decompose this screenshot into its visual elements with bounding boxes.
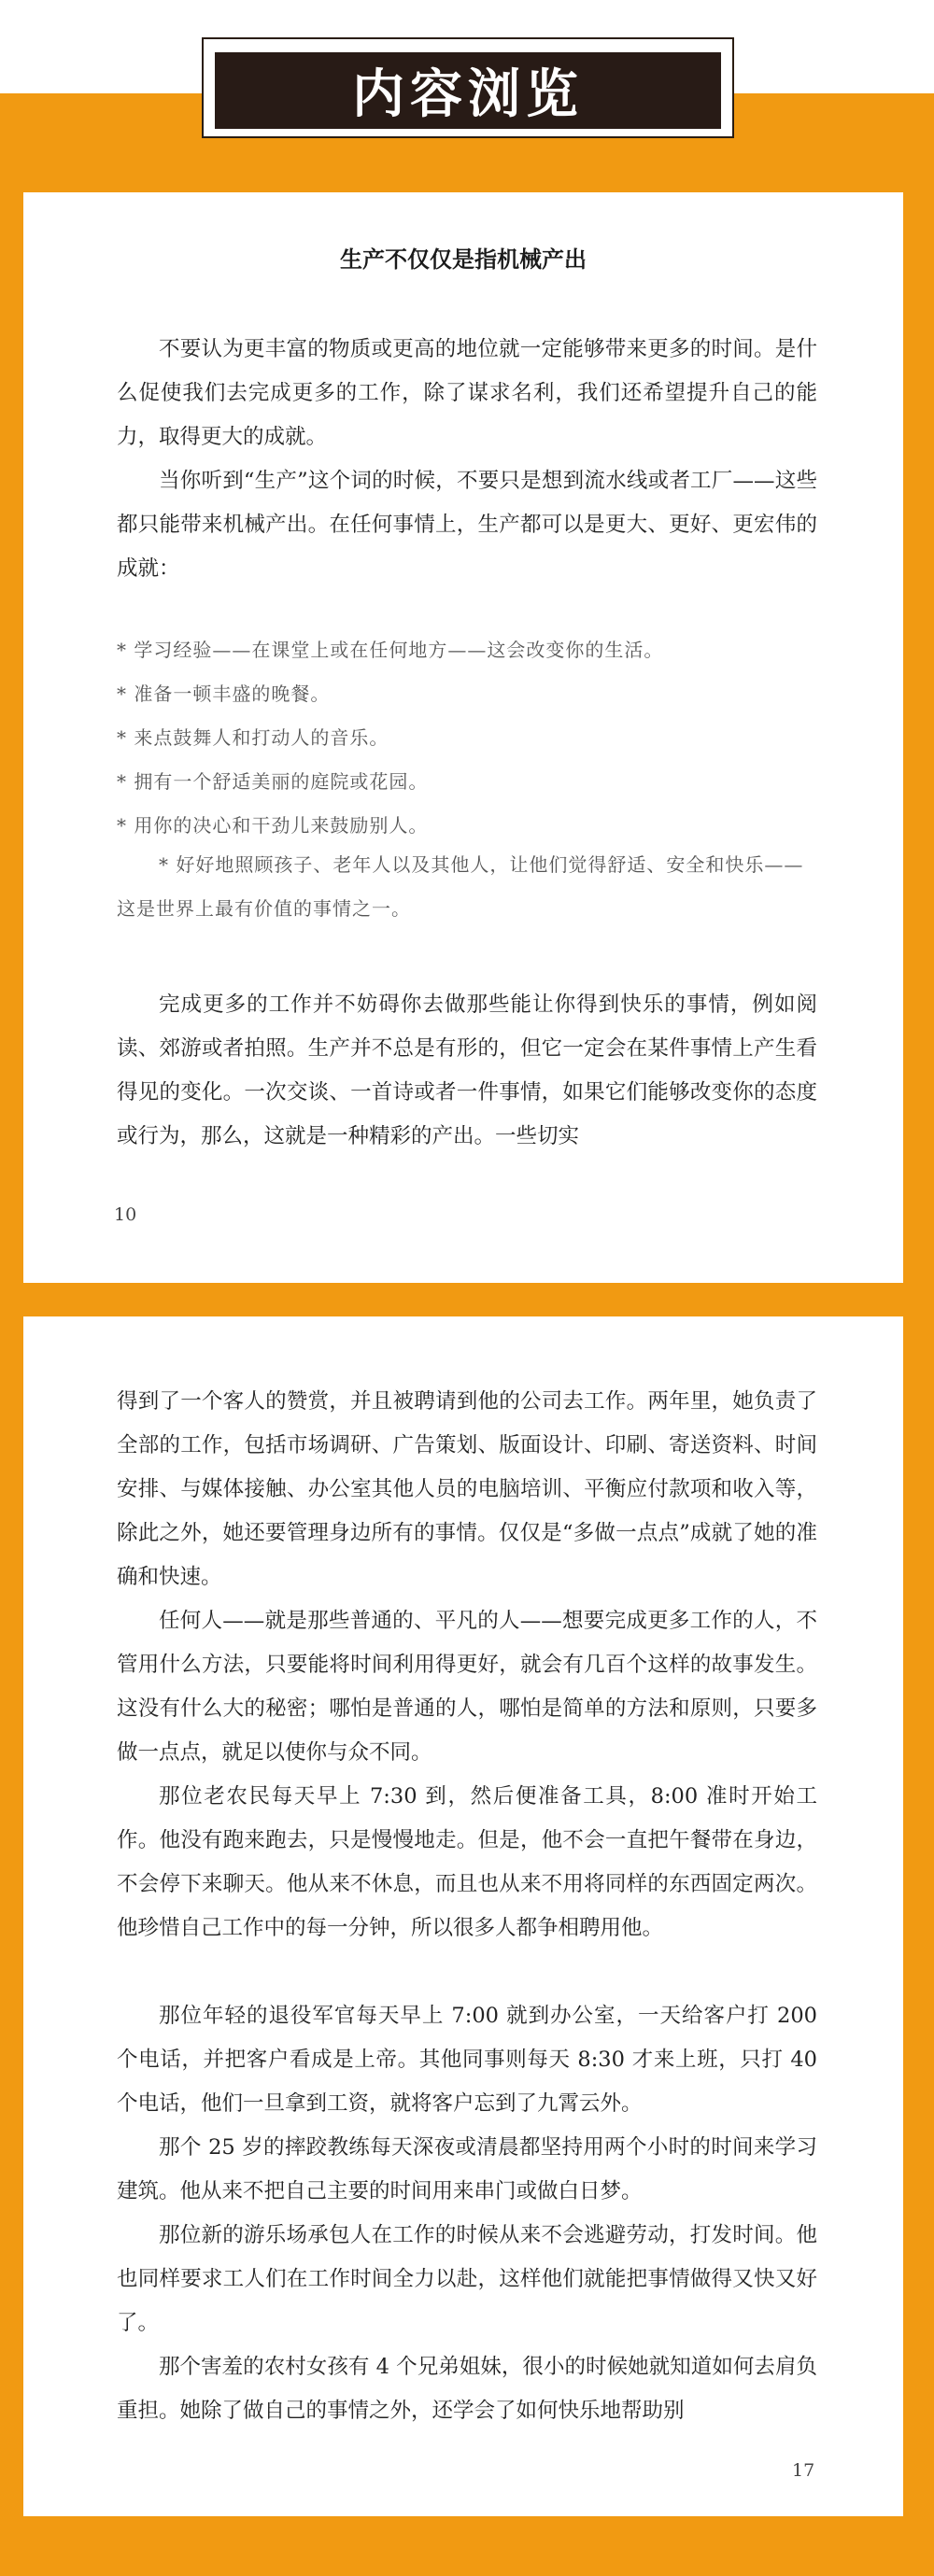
paragraph-2: 当你听到“生产”这个词的时候，不要只是想到流水线或者工厂——这些都只能带来机械产出。在任何事情上，生产都可以是更大、更好、更宏伟的成就： [117, 469, 817, 581]
page-card-10 [23, 192, 903, 1283]
page-number: 17 [792, 2460, 815, 2481]
paragraph-3: 完成更多的工作并不妨碍你去做那些能让你得到快乐的事情，例如阅读、郊游或者拍照。生产并不总是有形的，但它一定会在某件事情上产生看得见的变化。一次交谈、一首诗或者一件事情，如果它们能够改变你的态度或行为，那么，这就是一种精彩的产出。一些切实 [117, 992, 817, 1148]
paragraph-1: 不要认为更丰富的物质或更高的地位就一定能够带来更多的时间。是什么促使我们去完成更多的工作，除了谋求名利，我们还希望提升自己的能力，取得更大的成就。 [117, 337, 817, 449]
page-number: 10 [114, 1204, 137, 1225]
list-item: * 学习经验——在课堂上或在任何地方——这会改变你的生活。 [117, 639, 664, 661]
section-heading: 生产不仅仅是指机械产出 [340, 246, 587, 273]
paragraph-5: 那个 25 岁的摔跤教练每天深夜或清晨都坚持用两个小时的时间来学习建筑。他从来不把自己主要的时间用来串门或做白日梦。 [117, 2135, 817, 2203]
header-title: 内容浏览 [215, 52, 721, 129]
paragraph-2: 任何人——就是那些普通的、平凡的人——想要完成更多工作的人，不管用什么方法，只要能将时间利用得更好，就会有几百个这样的故事发生。这没有什么大的秘密；哪怕是普通的人，哪怕是简单的方法和原则，只要多做一点点，就足以使你与众不同。 [117, 1609, 817, 1765]
page-card-17 [23, 1316, 903, 2516]
paragraph-3: 那位老农民每天早上 7:30 到，然后便准备工具，8:00 准时开始工作。他没有跑来跑去，只是慢慢地走。但是，他不会一直把午餐带在身边，不会停下来聊天。他从来不休息，而且也从来不用将同样的东西固定两次。他珍惜自己工作中的每一分钟，所以很多人都争相聘用他。 [117, 1784, 817, 1940]
list-item: * 准备一顿丰盛的晚餐。 [117, 683, 331, 705]
list-item: * 拥有一个舒适美丽的庭院或花园。 [117, 770, 429, 793]
paragraph-1: 得到了一个客人的赞赏，并且被聘请到他的公司去工作。两年里，她负责了全部的工作，包括市场调研、广告策划、版面设计、印刷、寄送资料、时间安排、与媒体接触、办公室其他人员的电脑培训、平衡应付款项和收入等，除此之外，她还要管理身边所有的事情。仅仅是“多做一点点”成就了她的准确和快速。 [117, 1389, 817, 1589]
paragraph-6: 那位新的游乐场承包人在工作的时候从来不会逃避劳动，打发时间。他也同样要求工人们在工作时间全力以赴，这样他们就能把事情做得又快又好了。 [117, 2223, 817, 2335]
paragraph-4: 那位年轻的退役军官每天早上 7:00 就到办公室，一天给客户打 200 个电话，并把客户看成是上帝。其他同事则每天 8:30 才来上班，只打 40 个电话，他们一旦拿到工资，就将客户忘到了九霄云外。 [117, 2004, 817, 2116]
list-item: * 好好地照顾孩子、老年人以及其他人，让他们觉得舒适、安全和快乐——这是世界上最有价值的事情之一。 [117, 853, 804, 920]
list-item: * 用你的决心和干劲儿来鼓励别人。 [117, 814, 429, 837]
list-item: * 来点鼓舞人和打动人的音乐。 [117, 726, 389, 749]
paragraph-7: 那个害羞的农村女孩有 4 个兄弟姐妹，很小的时候她就知道如何去肩负重担。她除了做自己的事情之外，还学会了如何快乐地帮助别 [117, 2355, 817, 2423]
